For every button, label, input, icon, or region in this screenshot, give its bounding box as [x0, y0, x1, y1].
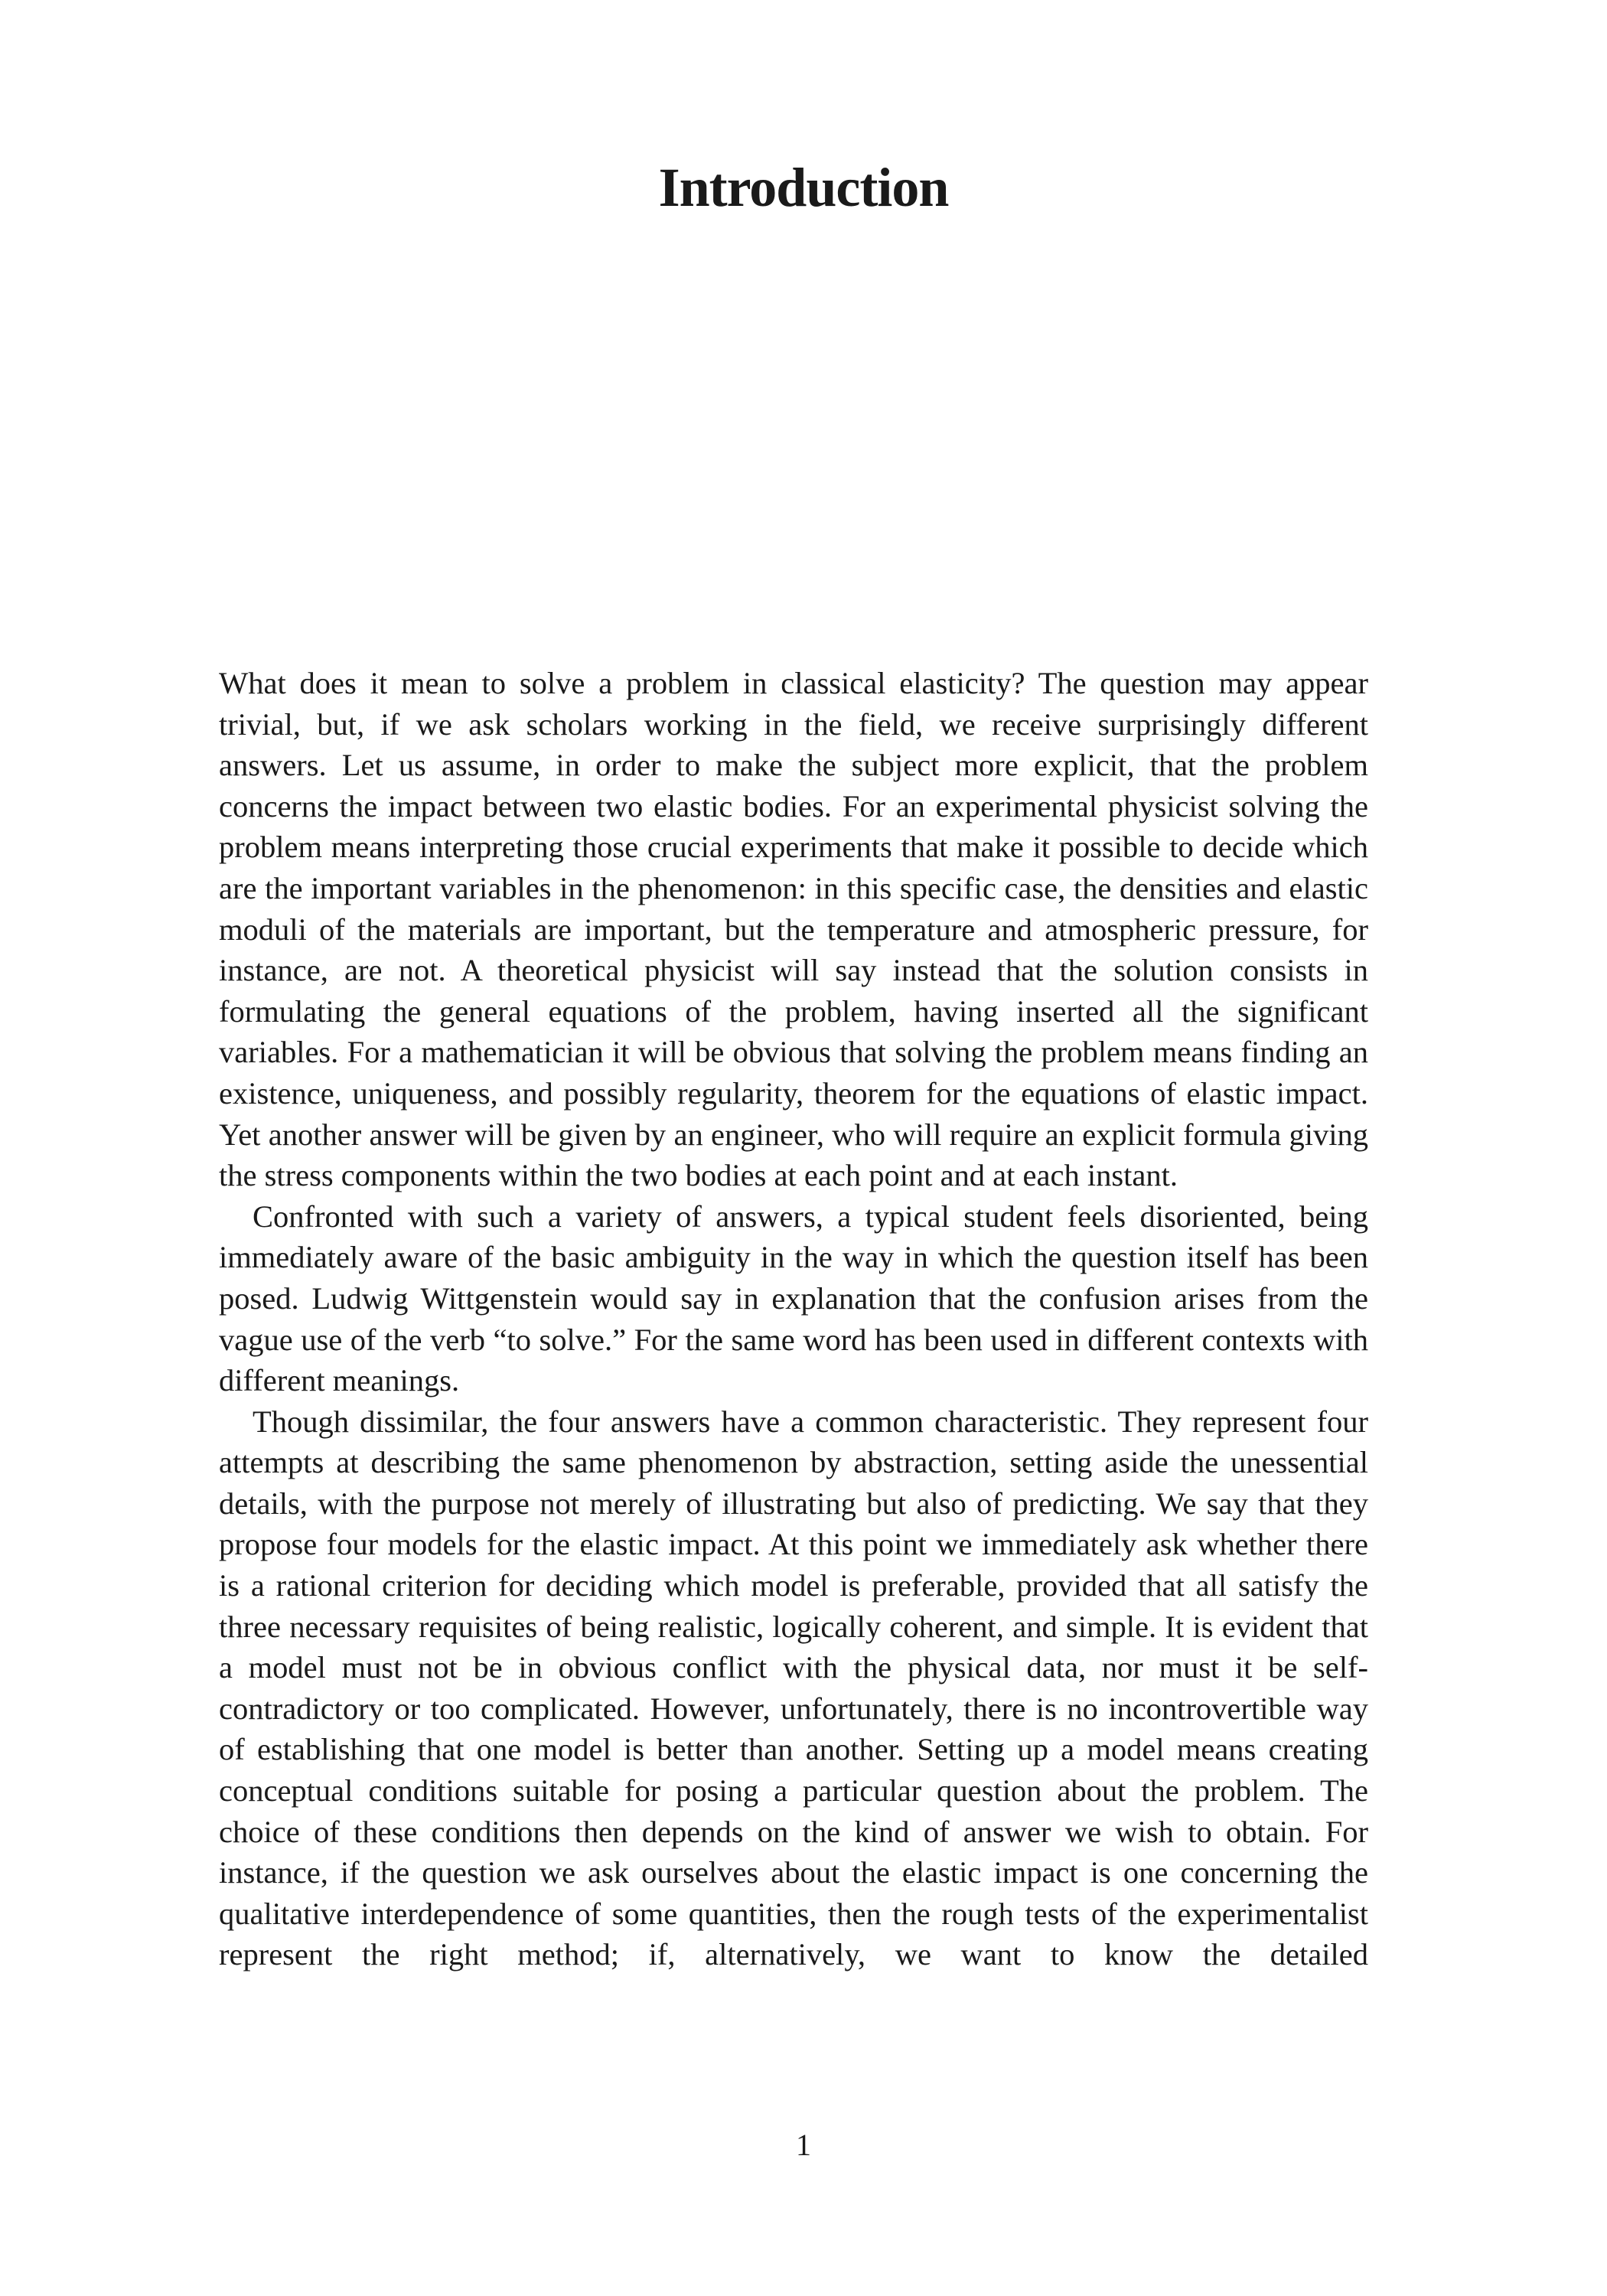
paragraph-3: Though dissimilar, the four answers have a common characteristic. They represent four attempts at describing the same phenomenon by abstraction, setting aside the unessential details, with the purpose not merely of illustrating but also of predicting. We say that they propose four models for the elastic impact. At this point we immediately ask whether there is a rational criterion for deciding which model is preferable, provided that all satisfy the three necessary requisites of being realistic, logically coherent, and simple. It is evident that a model must not be in obvious conflict with the physical data, nor must it be self-contradictory or too complicated. However, unfortunately, there is no incontrovertible way of establishing that one model is better than another. Setting up a model means creating conceptual conditions suitable for posing a particular question about the problem. The choice of these conditions then depends on the kind of answer we wish to obtain. For instance, if the question we ask ourselves about the elastic impact is one concerning the qualitative interdependence of some quantities, then the rough tests of the experimentalist represent the right method; if, alternatively, we want to know the detailed	[219, 1404, 1368, 1972]
body-text	[219, 663, 1368, 1975]
paragraph-1: What does it mean to solve a problem in classical elasticity? The question may appear trivial, but, if we ask scholars working in the field, we receive surprisingly different answers. Let us assume, in order to make the subject more explicit, that the problem concerns the impact between two elastic bodies. For an experimental physicist solving the problem means interpreting those crucial experiments that make it possible to decide which are the important variables in the phenomenon: in this specific case, the densities and elastic moduli of the materials are important, but the temperature and atmospheric pressure, for instance, are not. A theoretical physicist will say instead that the solution consists in formulating the general equations of the problem, having inserted all the significant variables. For a mathematician it will be obvious that solving the problem means finding an existence, uniqueness, and possibly regularity, theorem for the equations of elastic impact. Yet another answer will be given by an engineer, who will require an explicit formula giving the stress components within the two bodies at each point and at each instant.	[219, 666, 1368, 1193]
chapter-title: Introduction	[658, 157, 949, 218]
page-number: 1	[796, 2128, 811, 2162]
paragraph-2: Confronted with such a variety of answers, a typical student feels disoriented, being immediately aware of the basic ambiguity in the way in which the question itself has been posed. Ludwig Wittgenstein would say in explanation that the confusion arises from the vague use of the verb “to solve.” For the same word has been used in different contexts with different meanings.	[219, 1199, 1368, 1398]
